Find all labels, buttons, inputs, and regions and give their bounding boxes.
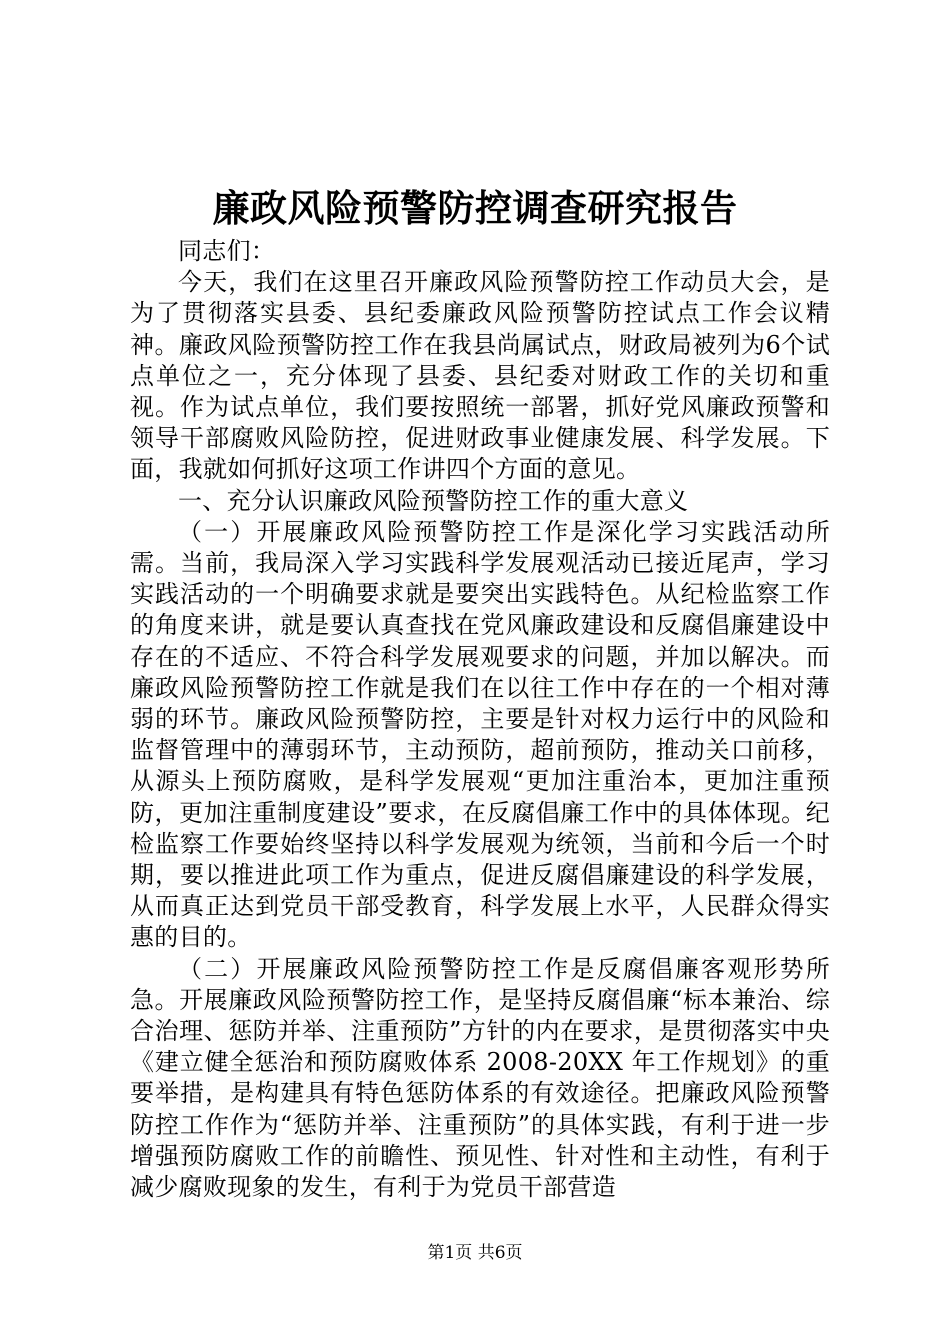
body-paragraph: （一）开展廉政风险预警防控工作是深化学习实践活动所需。当前，我局深入学习实践科学发展观活动已接近尾声，学习实践活动的一个明确要求就是要突出实践特色。从纪检监察工作的角度来讲，就是要认真查找在党风廉政建设和反腐倡廉建设中存在的不适应、不符合科学发展观要求的问题，并加以解决。而廉政风险预警防控工作就是我们在以往工作中存在的一个相对薄弱的环节。廉政风险预警防控，主要是针对权力运行中的风险和监督管理中的薄弱环节，主动预防，超前预防，推动关口前移，从源头上预防腐败，是科学发展观“更加注重治本，更加注重预防，更加注重制度建设”要求，在反腐倡廉工作中的具体体现。纪检监察工作要始终坚持以科学发展观为统领，当前和今后一个时期，要以推进此项工作为重点，促进反腐倡廉建设的科学发展，从而真正达到党员干部受教育，科学发展上水平，人民群众得实惠的目的。 [130, 517, 830, 952]
intro-paragraph: 今天，我们在这里召开廉政风险预警防控工作动员大会，是为了贯彻落实县委、县纪委廉政风险预警防控试点工作会议精神。廉政风险预警防控工作在我县尚属试点，财政局被列为6个试点单位之一，充分体现了县委、县纪委对财政工作的关切和重视。作为试点单位，我们要按照统一部署，抓好党风廉政预警和领导干部腐败风险防控，促进财政事业健康发展、科学发展。下面，我就如何抓好这项工作讲四个方面的意见。 [130, 268, 830, 484]
section-heading: 一、充分认识廉政风险预警防控工作的重大意义 [178, 486, 689, 515]
page-footer: 第1页 共6页 [427, 1243, 523, 1263]
body-paragraph: （二）开展廉政风险预警防控工作是反腐倡廉客观形势所急。开展廉政风险预警防控工作，是坚持反腐倡廉“标本兼治、综合治理、惩防并举、注重预防”方针的内在要求，是贯彻落实中央《建立健全惩治和预防腐败体系 2008-20XX 年工作规划》的重要举措，是构建具有特色惩防体系的有效途径。把廉政风险预警防控工作作为“惩防并举、注重预防”的具体实践，有利于进一步增强预防腐败工作的前瞻性、预见性、针对性和主动性，有利于减少腐败现象的发生，有利于为党员干部营造 [130, 954, 830, 1202]
salutation-paragraph: 同志们： [178, 237, 276, 265]
document-title: 廉政风险预警防控调查研究报告 [212, 186, 738, 230]
document-body [130, 236, 830, 1203]
